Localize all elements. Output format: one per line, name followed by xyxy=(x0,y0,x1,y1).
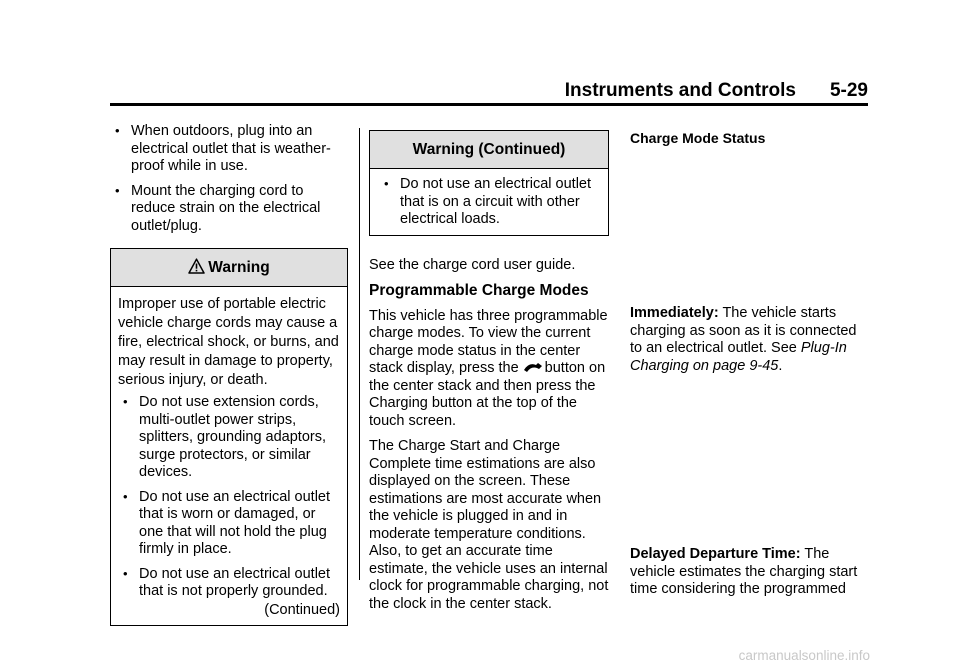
para-text: This vehicle has three programmable charge modes. To view the current charge mode status in the center stack display, press the xyxy=(369,307,608,376)
plug-in-charging-link[interactable]: Plug-In Charging on page 9-45 xyxy=(630,340,847,374)
immediately-end: . xyxy=(778,357,783,374)
immediately-text: The vehicle starts charging as soon as it is connected to an electrical outlet. See xyxy=(630,305,857,356)
warning-body xyxy=(111,287,347,625)
warning-triangle-icon xyxy=(188,258,205,274)
warning-continued-heading: Warning (Continued) xyxy=(370,131,608,169)
warning-bullet: • Do not use an electrical outlet that is on a circuit with other electrical loads. xyxy=(379,176,601,229)
bullet-item: • Mount the charging cord to reduce strain on the electrical outlet/plug. xyxy=(110,183,348,236)
warning-bullet: • Do not use an electrical outlet that is not properly grounded. xyxy=(118,566,340,601)
watermark: carmanualsonline.info xyxy=(738,648,870,663)
warning-bullet: • Do not use extension cords, multi-outlet power strips, splitters, grounding adaptors, surge protectors, or similar devices. xyxy=(118,394,340,482)
column-divider xyxy=(359,128,360,580)
immediately-paragraph xyxy=(630,305,870,375)
warning-continued-box xyxy=(369,130,609,236)
page-header xyxy=(565,80,868,102)
charge-plug-icon xyxy=(523,361,543,373)
column-left xyxy=(110,123,348,626)
immediately-label: Immediately: xyxy=(630,305,719,321)
page-number: 5-29 xyxy=(829,80,868,101)
header-rule xyxy=(110,103,868,106)
para-text: button on the center stack and then press the Charging button at the top of the touch screen. xyxy=(369,360,606,429)
warning-heading xyxy=(111,249,347,287)
warning-title: Warning xyxy=(208,259,270,276)
continued-label: (Continued) xyxy=(264,601,340,618)
delayed-label: Delayed Departure Time: xyxy=(630,546,801,562)
delayed-departure-paragraph xyxy=(630,546,870,599)
charge-modes-paragraph xyxy=(369,308,609,431)
charge-mode-status-label: Charge Mode Status xyxy=(630,130,766,146)
section-heading: Programmable Charge Modes xyxy=(369,282,589,299)
estimation-paragraph: The Charge Start and Charge Complete time estimations are also displayed on the screen. These estimations are most accurate when the vehicle is plugged in and in moderate temperature conditions. Also, to get an accurate time estimate, the vehicle uses an internal clock for programmable charging, not the clock in the center stack. xyxy=(369,438,609,612)
warning-intro: Improper use of portable electric vehicle charge cords may cause a fire, electrical shock, or burns, and may result in damage to property, serious injury, or death. xyxy=(118,296,339,388)
column-right xyxy=(630,130,870,148)
bullet-item: • When outdoors, plug into an electrical outlet that is weather-proof while in use. xyxy=(110,123,348,176)
section-title: Instruments and Controls xyxy=(564,80,796,101)
warning-bullet: • Do not use an electrical outlet that is worn or damaged, or one that will not hold the plug firmly in place. xyxy=(118,489,340,559)
delayed-text: The vehicle estimates the charging start time considering the programmed xyxy=(630,546,858,597)
warning-box xyxy=(110,248,348,626)
column-middle xyxy=(369,130,609,621)
see-guide-text: See the charge cord user guide. xyxy=(369,256,576,273)
warning-continued-body xyxy=(370,169,608,235)
